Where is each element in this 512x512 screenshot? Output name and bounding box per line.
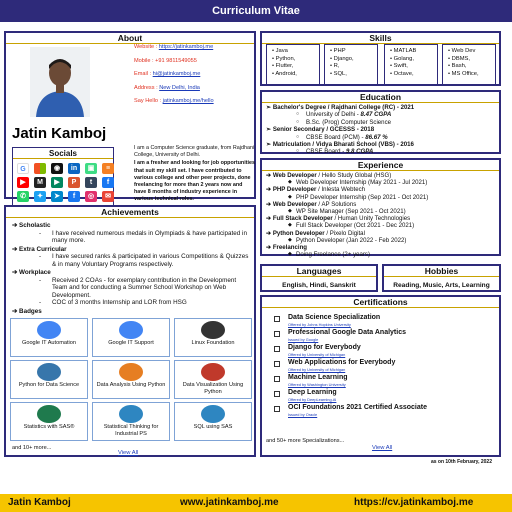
education-list: [266, 104, 498, 156]
address-row: [134, 84, 256, 92]
certification-name: Deep Learning: [288, 389, 337, 396]
certifications-more: and 50+ more Specializations...: [266, 438, 345, 444]
badge-icon: [37, 405, 61, 423]
skill-item: • Golang,: [390, 55, 414, 62]
skills-panel: [260, 31, 501, 86]
certification-name: Django for Everybody: [288, 344, 361, 351]
languages-value: English, Hindi, Sanskrit: [282, 282, 356, 289]
badge-card[interactable]: [10, 402, 88, 441]
whatsapp-icon[interactable]: ✆: [17, 191, 29, 202]
certification-issuer-link[interactable]: Issued by Google: [288, 337, 319, 342]
certification-name: Web Applications for Everybody: [288, 359, 396, 366]
badge-icon: [201, 363, 225, 381]
skill-item: • Octave,: [390, 70, 414, 77]
education-institution: / Rajdhani College (RC) - 2021: [326, 104, 415, 111]
about-summary: [134, 145, 256, 204]
android-icon[interactable]: ▣: [85, 163, 97, 174]
achievements-list: [12, 221, 252, 315]
skill-item: • Java: [272, 48, 288, 54]
education-score: 8.47 CGPA: [360, 111, 392, 119]
badges-view-all-link[interactable]: View All: [118, 450, 139, 456]
certification-issuer-link[interactable]: Issued by Oracle: [288, 412, 318, 417]
email-label: Email :: [134, 71, 153, 78]
hello-link[interactable]: jatinkamboj.me/hello: [162, 98, 214, 105]
experience-role: Freelancing: [272, 244, 308, 252]
badge-card[interactable]: [174, 402, 252, 441]
skills-list: [272, 48, 297, 78]
certification-item: [270, 329, 496, 344]
achievement-heading: ➔ Badges: [12, 308, 252, 316]
badges-section: [10, 318, 254, 438]
facebook-icon[interactable]: f: [102, 177, 114, 188]
certification-name: Machine Learning: [288, 374, 348, 381]
hobbies-title: Hobbies: [384, 266, 499, 277]
skill-item: • Django,: [330, 55, 354, 62]
summary-line-1: I am a Computer Science graduate, from Rajdhani College, University of Delhi.: [134, 145, 255, 159]
skill-item: • Flutter,: [272, 63, 294, 69]
website-link[interactable]: https://jatinkamboj.me: [158, 44, 214, 50]
badge-card[interactable]: [174, 318, 252, 357]
experience-panel: [260, 158, 501, 259]
address-value: New Delhi, India: [159, 84, 200, 91]
address-label: Address :: [134, 84, 160, 91]
badge-label: SQL using SAS: [193, 424, 233, 430]
education-detail: [266, 111, 498, 118]
achievement-detail: - COC of 3 months Internship and LOR from HSG: [12, 299, 252, 307]
google-icon[interactable]: G: [17, 163, 29, 174]
summary-line-2: I am a fresher and looking for job opportunities that suit my skill set. I have contributed to various college and other peer projects, done freelancing for more than 2 years now and have 8 months of industry experience in various technical roles.: [134, 160, 255, 203]
experience-detail: ◆ Full Stack Developer (Oct 2021 - Dec 2021): [266, 222, 500, 229]
education-heading: [266, 104, 498, 111]
certification-issuer-link[interactable]: Offered by University of Michigan: [288, 352, 346, 357]
skill-item: • Bash,: [448, 63, 467, 69]
achievement-detail: - Received 2 COAs - for exemplary contribution in the Development Team and for conducting a Summer School Workshop on Web Development.: [12, 277, 252, 300]
certification-name: Professional Google Data Analytics: [288, 329, 406, 336]
website-label: Website :: [134, 44, 159, 50]
experience-heading: [266, 172, 500, 179]
checkbox-icon: [274, 391, 280, 397]
google-play-icon[interactable]: ▶: [51, 177, 63, 188]
stackoverflow-icon[interactable]: ≡: [102, 163, 114, 174]
skill-item: • SQL,: [330, 70, 347, 77]
badge-icon: [119, 363, 143, 381]
education-title: Education: [262, 92, 499, 103]
medium-icon[interactable]: M: [34, 177, 46, 188]
badge-label: Python for Data Science: [18, 382, 80, 388]
certification-issuer-link[interactable]: Offered by University of Michigan: [288, 367, 346, 372]
checkbox-icon: [274, 346, 280, 352]
email-link[interactable]: hi@jatinkamboj.me: [152, 71, 201, 78]
page-title: Curriculum Vitae: [212, 5, 300, 17]
skill-item: • R,: [330, 63, 340, 69]
badge-label: Google IT Support: [108, 340, 154, 346]
badge-label: Google IT Automation: [21, 340, 76, 346]
experience-detail: ◆ PHP Developer Internship (Sep 2021 - Oct 2021): [266, 194, 500, 201]
experience-detail: ◆ Doing Freelance (2+ years): [266, 251, 500, 258]
skill-item: • Swift,: [390, 63, 408, 69]
certifications-list: [270, 314, 496, 419]
badge-icon: [37, 363, 61, 381]
badge-icon: [37, 321, 61, 339]
education-detail: [266, 119, 498, 126]
checkbox-icon: [274, 331, 280, 337]
producthunt-icon[interactable]: P: [68, 177, 80, 188]
youtube-icon[interactable]: ▶: [17, 177, 29, 188]
experience-detail: ◆ Web Developer Internship (May 2021 - Jul 2021): [266, 179, 500, 186]
achievement-detail: - I have secured ranks & participated in various Competitions & Quizzes & in many Voluntary Programs respectively.: [12, 253, 252, 268]
experience-role: Full Stack Developer: [272, 215, 333, 223]
experience-detail: ◆ Python Developer (Jan 2022 - Feb 2022): [266, 237, 500, 244]
badge-icon: [201, 405, 225, 423]
socials-title: Socials: [13, 148, 113, 159]
skill-item: • Python,: [272, 55, 296, 62]
badge-label: Data Analysis Using Python: [96, 382, 166, 388]
badge-card[interactable]: [92, 402, 170, 441]
experience-role: Web Developer: [272, 200, 317, 208]
certification-item: [270, 404, 496, 419]
experience-heading: [266, 215, 500, 222]
badge-label: Statistics with SAS®: [23, 424, 75, 430]
experience-company: / Pixelo Digital: [324, 229, 365, 237]
page-header: [0, 0, 512, 22]
profile-photo: [30, 47, 90, 117]
skill-item: • MATLAB: [390, 48, 417, 54]
education-degree: Matriculation: [272, 141, 311, 149]
certifications-view-all-link[interactable]: View All: [372, 445, 393, 451]
experience-title: Experience: [262, 160, 499, 171]
experience-heading: [266, 201, 500, 208]
experience-role: Web Developer: [272, 172, 317, 179]
footer-site-link[interactable]: www.jatinkamboj.me: [180, 497, 279, 508]
achievement-heading: ➔ Scholastic: [12, 222, 252, 230]
badge-icon: [201, 321, 225, 339]
certification-item: [270, 374, 496, 389]
linkedin-icon[interactable]: in: [68, 163, 80, 174]
hello-label: Say Hello :: [134, 98, 163, 105]
page-footer: [0, 494, 512, 512]
experience-company: / Human Unity Technologies: [332, 215, 411, 223]
skill-item: • PHP: [330, 48, 346, 54]
education-panel: [260, 90, 501, 154]
badge-label: Statistical Thinking for Industrial PS: [103, 424, 159, 437]
checkbox-icon: [274, 406, 280, 412]
experience-heading: [266, 244, 500, 251]
github-icon[interactable]: ◉: [51, 163, 63, 174]
badge-icon: [119, 321, 143, 339]
hello-row: [134, 97, 256, 105]
skill-item: • MS Office,: [448, 70, 479, 77]
achievements-panel: [4, 205, 256, 457]
certification-item: [270, 389, 496, 404]
education-detail-text: CBSE Board -: [306, 148, 346, 156]
skills-title: Skills: [262, 33, 499, 44]
certification-issuer-link[interactable]: Offered by DeepLearning.AI: [288, 397, 337, 402]
certification-item: [270, 359, 496, 374]
person-name: Jatin Kamboj: [12, 125, 107, 142]
certification-issuer-link[interactable]: Offered by Washington University: [288, 382, 346, 387]
experience-company: / Hello Study Global (HSG): [316, 172, 392, 179]
experience-heading: [266, 186, 500, 193]
languages-title: Languages: [262, 266, 376, 277]
education-degree: Senior Secondary: [272, 126, 325, 134]
certification-name: Data Science Specialization: [288, 314, 381, 321]
badge-label: Linux Foundation: [191, 340, 235, 346]
email-icon[interactable]: ✉: [102, 191, 114, 202]
about-title: About: [6, 33, 254, 44]
experience-company: / AP Solutions: [316, 200, 357, 208]
skills-list: [330, 48, 354, 78]
certifications-panel: [260, 295, 501, 457]
microsoft-icon[interactable]: [34, 163, 46, 174]
mobile-value[interactable]: +91 9811549055: [155, 57, 197, 64]
about-panel: [4, 31, 256, 203]
skills-list: [448, 48, 479, 78]
instagram-icon[interactable]: ◎: [85, 191, 97, 202]
certification-item: [270, 344, 496, 359]
website-row: [134, 43, 256, 51]
badge-card[interactable]: [10, 318, 88, 357]
tumblr-icon[interactable]: t: [85, 177, 97, 188]
education-detail: [266, 134, 498, 141]
education-detail-text: University of Delhi -: [306, 111, 361, 119]
skill-item: • Web Dev: [448, 48, 476, 54]
skill-item: • Android,: [272, 70, 297, 77]
checkbox-icon: [274, 376, 280, 382]
education-institution: / Vidya Bharati School (VBS) - 2016: [310, 141, 414, 149]
achievement-heading: ➔ Extra Curricular: [12, 246, 252, 254]
hobbies-value: Reading, Music, Arts, Learning: [393, 282, 490, 289]
education-detail-text: CBSE Board (PCM) -: [306, 133, 366, 141]
mobile-label: Mobile :: [134, 57, 156, 64]
checkbox-icon: [274, 361, 280, 367]
experience-detail: ◆ WP Site Manager (Sep 2021 - Oct 2021): [266, 208, 500, 215]
skill-item: • DBMS,: [448, 55, 470, 62]
experience-role: Python Developer: [272, 229, 325, 237]
contact-info: [134, 43, 256, 111]
education-institution: / GCESSS - 2018: [324, 126, 375, 134]
education-degree: Bachelor's Degree: [272, 104, 327, 111]
as-of-date: as on 10th February, 2022: [430, 459, 492, 465]
telegram-icon[interactable]: ➤: [51, 191, 63, 202]
experience-role: PHP Developer: [272, 186, 317, 194]
badge-card[interactable]: [92, 318, 170, 357]
skills-list: [390, 48, 416, 78]
experience-heading: [266, 230, 500, 237]
experience-company: / Inlesta Webtech: [316, 186, 366, 194]
twitter-icon[interactable]: ✦: [34, 191, 46, 202]
badges-more: and 10+ more...: [12, 445, 52, 451]
education-detail: [266, 148, 498, 155]
education-detail-text: B.Sc. (Prog) Computer Science: [306, 118, 392, 126]
certification-item: [270, 314, 496, 329]
footer-cv-link[interactable]: https://cv.jatinkamboj.me: [354, 497, 474, 508]
achievement-heading: ➔ Workplace: [12, 269, 252, 277]
footer-name: Jatin Kamboj: [8, 497, 71, 508]
education-score: 86.67 %: [365, 133, 388, 141]
achievement-detail: - I have received numerous medals in Olympiads & have participated in many more.: [12, 230, 252, 245]
email-row: [134, 70, 256, 78]
certifications-title: Certifications: [262, 297, 499, 308]
education-heading: [266, 126, 498, 133]
experience-list: [266, 172, 500, 258]
education-heading: [266, 141, 498, 148]
badge-card[interactable]: [174, 360, 252, 399]
achievements-title: Achievements: [6, 207, 254, 218]
facebook-page-icon[interactable]: f: [68, 191, 80, 202]
hobbies-panel: [382, 264, 501, 292]
badge-card[interactable]: [10, 360, 88, 399]
education-score: 9.8 CGPA: [345, 148, 374, 156]
badge-label: Data Visualization Using Python: [182, 382, 244, 395]
mobile-row: [134, 57, 256, 65]
badge-card[interactable]: [92, 360, 170, 399]
badge-icon: [119, 405, 143, 423]
languages-panel: [260, 264, 378, 292]
certification-name: OCI Foundations 2021 Certified Associate: [288, 404, 427, 411]
checkbox-icon: [274, 316, 280, 322]
certification-issuer-link[interactable]: Offered by Johns Hopkins University: [288, 322, 351, 327]
